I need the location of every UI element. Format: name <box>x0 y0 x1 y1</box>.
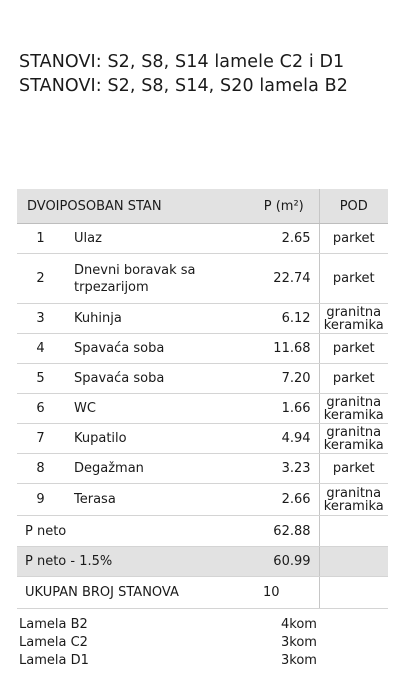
row-number: 1 <box>17 224 64 254</box>
total-value: 10 <box>249 577 319 609</box>
room-name: Dnevni boravak sa trpezarijom <box>64 254 249 304</box>
room-name: Kupatilo <box>64 424 249 454</box>
total-floor-empty <box>319 577 388 609</box>
list-item <box>19 616 339 634</box>
room-name: Terasa <box>64 484 249 516</box>
table-row <box>17 364 388 394</box>
room-name: Spavaća soba <box>64 334 249 364</box>
room-floor: parket <box>319 254 388 304</box>
room-area: 2.65 <box>249 224 319 254</box>
lamela-name: Lamela C2 <box>19 635 88 650</box>
room-area: 2.66 <box>249 484 319 516</box>
total-label: UKUPAN BROJ STANOVA <box>17 577 249 609</box>
row-number: 5 <box>17 364 64 394</box>
table-row <box>17 454 388 484</box>
total-row <box>17 577 388 609</box>
lamele-list <box>19 616 339 670</box>
list-item <box>19 652 339 670</box>
titles-block <box>19 50 348 98</box>
row-number: 9 <box>17 484 64 516</box>
room-floor: granitna keramika <box>319 394 388 424</box>
room-name: Ulaz <box>64 224 249 254</box>
room-floor: parket <box>319 224 388 254</box>
title-line-2: STANOVI: S2, S8, S14, S20 lamela B2 <box>19 76 348 96</box>
row-number: 4 <box>17 334 64 364</box>
header-name: DVOIPOSOBAN STAN <box>17 189 249 224</box>
neto-label: P neto <box>17 516 249 547</box>
neto-reduced-row <box>17 547 388 577</box>
lamela-count: 3kom <box>281 635 317 650</box>
room-area: 1.66 <box>249 394 319 424</box>
neto-reduced-value: 60.99 <box>249 547 319 577</box>
lamela-count: 4kom <box>281 617 317 632</box>
table-row <box>17 394 388 424</box>
neto-reduced-floor-empty <box>319 547 388 577</box>
neto-reduced-label: P neto - 1.5% <box>17 547 249 577</box>
row-number: 3 <box>17 304 64 334</box>
room-floor: granitna keramika <box>319 304 388 334</box>
table-row <box>17 424 388 454</box>
room-name: Kuhinja <box>64 304 249 334</box>
room-area: 4.94 <box>249 424 319 454</box>
room-floor: parket <box>319 454 388 484</box>
room-name: Spavaća soba <box>64 364 249 394</box>
room-area: 22.74 <box>249 254 319 304</box>
table-row <box>17 334 388 364</box>
row-number: 8 <box>17 454 64 484</box>
neto-row <box>17 516 388 547</box>
apartment-table <box>17 189 388 609</box>
room-name: Degažman <box>64 454 249 484</box>
room-area: 11.68 <box>249 334 319 364</box>
table-row <box>17 484 388 516</box>
room-area: 3.23 <box>249 454 319 484</box>
room-floor: parket <box>319 334 388 364</box>
room-area: 7.20 <box>249 364 319 394</box>
row-number: 7 <box>17 424 64 454</box>
list-item <box>19 634 339 652</box>
table-row <box>17 254 388 304</box>
header-area: P (m²) <box>249 189 319 224</box>
table-header-row <box>17 189 388 224</box>
room-floor: parket <box>319 364 388 394</box>
room-floor: granitna keramika <box>319 484 388 516</box>
table-row <box>17 304 388 334</box>
neto-value: 62.88 <box>249 516 319 547</box>
row-number: 6 <box>17 394 64 424</box>
table-row <box>17 224 388 254</box>
room-area: 6.12 <box>249 304 319 334</box>
lamela-count: 3kom <box>281 653 317 668</box>
room-name: WC <box>64 394 249 424</box>
lamela-name: Lamela D1 <box>19 653 89 668</box>
room-floor: granitna keramika <box>319 424 388 454</box>
neto-floor-empty <box>319 516 388 547</box>
lamela-name: Lamela B2 <box>19 617 88 632</box>
row-number: 2 <box>17 254 64 304</box>
header-floor: POD <box>319 189 388 224</box>
title-line-1: STANOVI: S2, S8, S14 lamele C2 i D1 <box>19 52 345 72</box>
